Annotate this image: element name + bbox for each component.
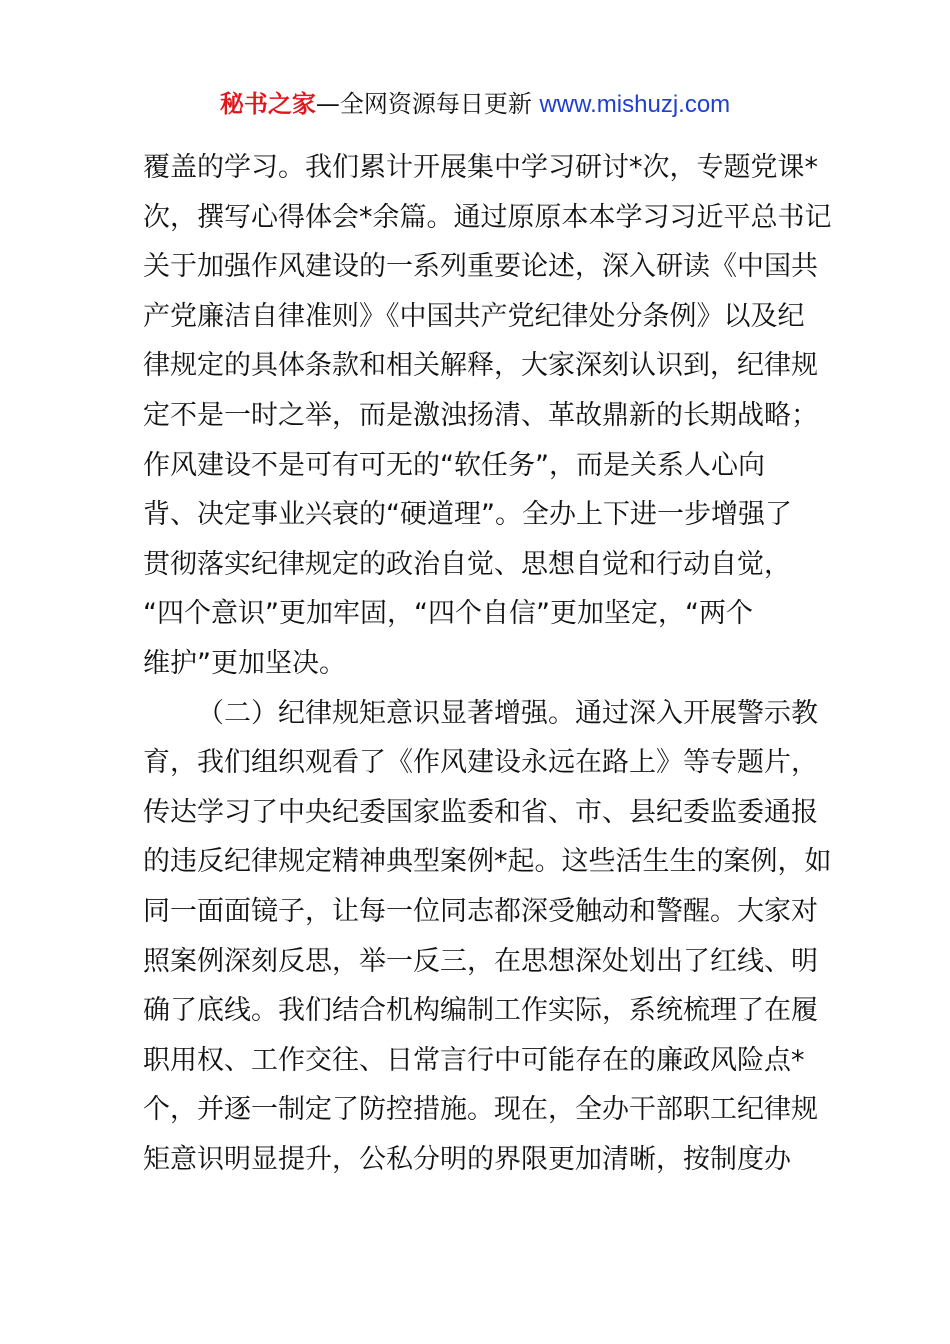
- text-line: 职用权、工作交往、日常言行中可能存在的廉政风险点*: [143, 1044, 805, 1076]
- text-line: 背、决定事业兴衰的“硬道理”。全办上下进一步增强了: [143, 499, 792, 531]
- site-slogan: —全网资源每日更新: [315, 90, 540, 118]
- text-line: 个，并逐一制定了防控措施。现在，全办干部职工纪律规: [143, 1094, 818, 1126]
- text-line: 作风建设不是可有可无的“软任务”，而是关系人心向: [143, 449, 765, 481]
- text-line: 照案例深刻反思，举一反三，在思想深处划出了红线、明: [143, 945, 818, 977]
- text-line: 覆盖的学习。我们累计开展集中学习研讨*次，专题党课*: [143, 152, 818, 183]
- site-url-link[interactable]: www.mishuzj.com: [539, 91, 731, 118]
- text-line: 贯彻落实纪律规定的政治自觉、思想自觉和行动自觉，: [143, 548, 791, 580]
- text-line: 维护”更加坚决。: [143, 647, 346, 679]
- text-line: 次，撰写心得体会*余篇。通过原原本本学习习近平总书记: [143, 201, 832, 233]
- text-line: 育，我们组织观看了《作风建设永远在路上》等专题片，: [143, 747, 818, 779]
- site-brand: 秘书之家: [219, 90, 316, 118]
- text-line: 定不是一时之举，而是激浊扬清、革故鼎新的长期战略；: [143, 399, 818, 431]
- text-line: 关于加强作风建设的一系列重要论述，深入研读《中国共: [143, 251, 818, 283]
- text-line: 传达学习了中央纪委国家监委和省、市、县纪委监委通报: [143, 796, 818, 828]
- text-line: “四个意识”更加牢固，“四个自信”更加坚定，“两个: [143, 598, 753, 630]
- text-line: 确了底线。我们结合机构编制工作实际，系统梳理了在履: [143, 995, 818, 1027]
- section-heading-line: （二）纪律规矩意识显著增强。通过深入开展警示教: [197, 697, 818, 729]
- text-line: 产党廉洁自律准则》《中国共产党纪律处分条例》以及纪: [143, 300, 805, 332]
- text-line: 律规定的具体条款和相关解释，大家深刻认识到，纪律规: [143, 350, 818, 382]
- document-body: [143, 143, 832, 1184]
- text-line: 同一面面镜子，让每一位同志都深受触动和警醒。大家对: [143, 895, 818, 927]
- text-line: 矩意识明显提升，公私分明的界限更加清晰，按制度办: [143, 1143, 791, 1175]
- site-header: [0, 88, 950, 121]
- text-line: 的违反纪律规定精神典型案例*起。这些活生生的案例，如: [143, 846, 832, 878]
